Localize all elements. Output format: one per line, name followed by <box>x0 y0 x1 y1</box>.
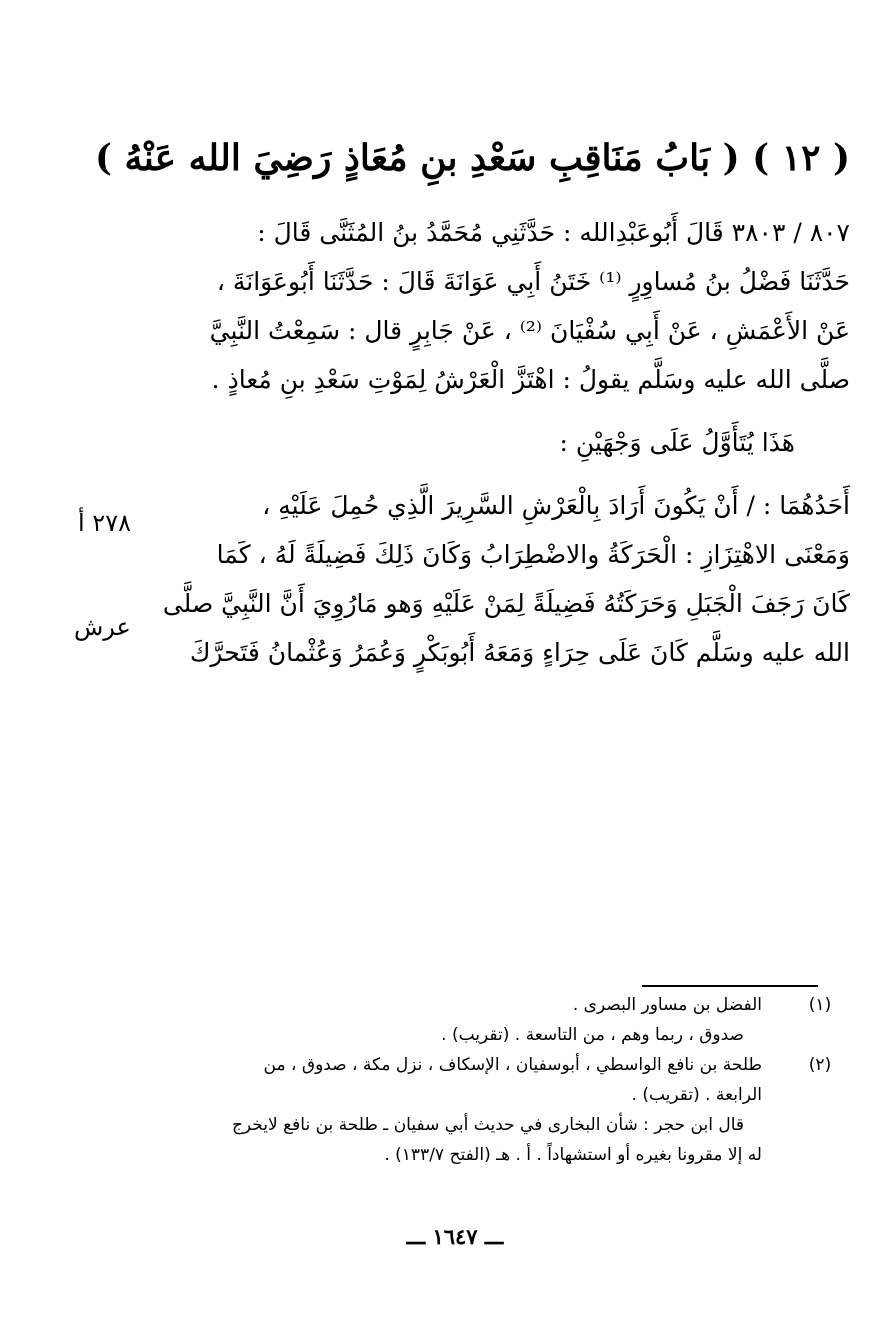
paragraph-gap <box>160 467 850 481</box>
footnote-line: قال ابن حجر : شأن البخارى في حديث أبي سفيان ـ طلحة بن نافع لايخرج <box>231 1115 744 1135</box>
footnote-item <box>150 1050 842 1170</box>
footnote-divider <box>642 985 818 987</box>
footnote-line: طلحة بن نافع الواسطي ، أبوسفيان ، الإسكاف ، نزل مكة ، صدوق ، من <box>263 1055 762 1075</box>
margin-manuscript-reference: ٢٧٨ أ <box>78 509 131 537</box>
footnote-line: الرابعة . (تقريب) . <box>631 1085 762 1105</box>
commentary-line: وَمَعْنَى الاهْتِزَازِ : الْحَرَكَةُ والاضْطِرَابُ وَكَانَ ذَلِكَ فَضِيلَةً لَهُ ، كَمَا <box>216 540 850 569</box>
footnote-number: (٢) <box>808 1055 832 1075</box>
footnote-line: الفضل بن مساور البصرى . <box>572 995 762 1015</box>
paragraph-gap <box>160 404 850 418</box>
hadith-line: حَدَّثَنَا فَضْلُ بنُ مُساوِرٍ ⁽¹⁾ خَتَنُ أَبِي عَوَانَةَ قَالَ : حَدَّثَنَا أَبُوعَوَانَةَ ، <box>216 267 850 296</box>
footnote-line: له إلا مقرونا بغيره أو استشهاداً . أ . هـ (الفتح ١٣٣/٧) . <box>384 1145 762 1165</box>
chapter-title: ( ١٢ ) ( بَابُ مَنَاقِبِ سَعْدِ بنِ مُعَاذٍ رَضِيَ الله عَنْهُ ) <box>94 137 850 179</box>
hadith-line: عَنْ الأَعْمَشِ ، عَنْ أَبِي سُفْيَانَ ⁽²⁾ ، عَنْ جَابِرٍ قال : سَمِعْتُ النَّبِيَّ <box>209 316 850 345</box>
commentary-line: الله عليه وسَلَّم كَانَ عَلَى حِرَاءٍ وَمَعَهُ أَبُوبَكْرٍ وَعُمَرُ وَعُثْمانُ فَتَحرَّكَ <box>189 638 850 667</box>
main-text <box>160 208 850 677</box>
page-number: ـــ ١٦٤٧ ـــ <box>406 1224 504 1249</box>
margin-keyword: عرش <box>74 613 131 641</box>
footnotes <box>150 990 842 1170</box>
hadith-line: صلَّى الله عليه وسَلَّم يقولُ : اهْتَزَّ الْعَرْشُ لِمَوْتِ سَعْدِ بنِ مُعاذٍ . <box>211 365 850 394</box>
footnote-line: صدوق ، ربما وهم ، من التاسعة . (تقريب) . <box>441 1025 744 1045</box>
footnote-number: (١) <box>808 995 832 1015</box>
footnote-item <box>150 990 842 1050</box>
commentary-line: كَانَ رَجَفَ الْجَبَلِ وَحَرَكَتُهُ فَضِيلَةً لِمَنْ عَلَيْهِ وَهو مَارُوِيَ أَنَّ النَّبِيَّ صلَّى <box>162 589 850 618</box>
hadith-line: ٨٠٧ / ٣٨٠٣ قَالَ أَبُوعَبْدِالله : حَدَّثَنِي مُحَمَّدُ بنُ المُثَنَّى قَالَ : <box>257 218 850 247</box>
commentary-intro: هَذَا يُتَأَوَّلُ عَلَى وَجْهَيْنِ : <box>559 428 795 457</box>
commentary-line: أَحَدُهُمَا : / أَنْ يَكُونَ أَرَادَ بِالْعَرْشِ السَّرِيرَ الَّذِي حُمِلَ عَلَيْهِ ، <box>262 491 850 520</box>
